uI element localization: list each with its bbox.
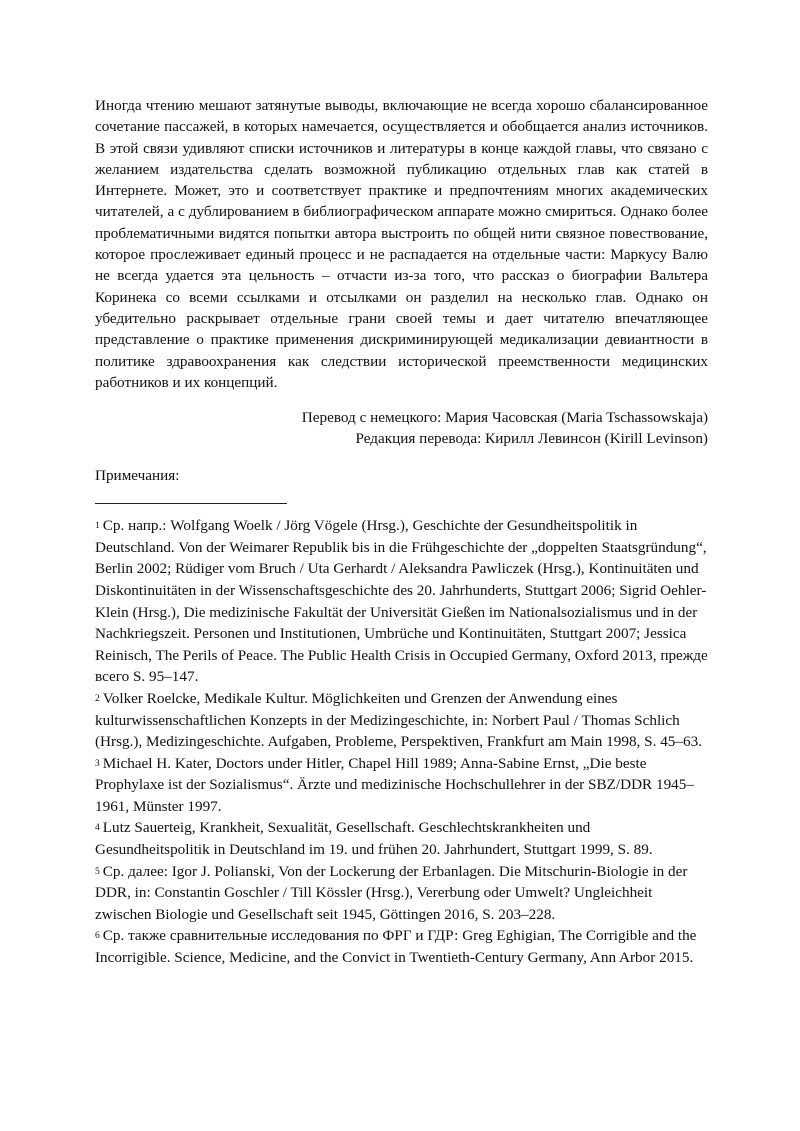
footnote-text: Lutz Sauerteig, Krankheit, Sexualität, Gesellschaft. Geschlechtskrankheiten und Gesundheitspolitik in Deutschland im 19. und frühen 20. Jahrhundert, Stuttgart 1999, S. 89.: [95, 819, 653, 859]
footnote-number: 6: [95, 931, 100, 942]
footnote-text: Volker Roelcke, Medikale Kultur. Möglichkeiten und Grenzen der Anwendung eines kulturwissenschaftlichen Konzepts in der Medizingeschichte, in: Norbert Paul / Thomas Schlich (Hrsg.), Medizingeschichte. Aufgaben, Probleme, Perspektiven, Frankfurt am Main 1998, S. 45–63.: [95, 689, 702, 751]
footnote-number: 4: [95, 823, 100, 834]
footnote-item: [95, 515, 708, 688]
footnote-number: 5: [95, 866, 100, 877]
translator-credit: Перевод с немецкого: Мария Часовская (Maria Tschassowskaja): [301, 409, 708, 427]
footnote-text: Ср. также сравнительные исследования по ФРГ и ГДР: Greg Eghigian, The Corrigible and the Incorrigible. Science, Medicine, and the Convict in Twentieth-Century Germany, Ann Arbor 2015.: [95, 927, 697, 967]
footnote-number: 1: [95, 521, 100, 532]
footnote-item: [95, 688, 708, 753]
footnote-item: [95, 817, 708, 860]
document-page: [95, 95, 708, 969]
translation-credits: [95, 407, 708, 449]
footnote-number: 3: [95, 758, 100, 769]
footnote-text: Michael H. Kater, Doctors under Hitler, Chapel Hill 1989; Anna-Sabine Ernst, „Die beste Prophylaxe ist der Sozialismus“. Ärzte und medizinische Hochschullehrer in der SBZ/DDR 1945–1961, Münster 1997.: [95, 754, 694, 815]
footnote-text: Ср. далее: Igor J. Polianski, Von der Lockerung der Erbanlagen. Die Mitschurin-Biologie in der DDR, in: Constantin Goschler / Till Kössler (Hrsg.), Vererbung oder Umwelt? Ungleichheit zwischen Biologie und Gesellschaft seit 1945, Göttingen 2016, S. 203–228.: [95, 862, 688, 923]
footnotes-list: [95, 515, 708, 968]
footnote-text: Ср. напр.: Wolfgang Woelk / Jörg Vögele (Hrsg.), Geschichte der Gesundheitspolitik in Deutschland. Von der Weimarer Republik bis in die Frühgeschichte der „doppelten Staatsgründung“, Berlin 2002; Rüdiger vom Bruch / Uta Gerhardt / Aleksandra Pawliczek (Hrsg.), Kontinuitäten und Diskontinuitäten in der Wissenschaftsgeschichte des 20. Jahrhunderts, Stuttgart 2006; Sigrid Oehler-Klein (Hrsg.), Die medizinische Fakultät der Universität Gießen im Nationalsozialismus und in der Nachkriegszeit. Personen und Institutionen, Umbrüche und Kontinuitäten, Stuttgart 2007; Jessica Reinisch, The Perils of Peace. The Public Health Crisis in Occupied Germany, Oxford 2013, прежде всего S. 95–147.: [95, 517, 708, 686]
footnote-divider: [95, 503, 287, 504]
notes-heading: Примечания:: [95, 467, 180, 485]
footnote-item: [95, 753, 708, 818]
footnote-item: [95, 861, 708, 926]
body-paragraph: Иногда чтению мешают затянутые выводы, включающие не всегда хорошо сбалансированное сочетание пассажей, в которых намечается, осуществляется и обобщается анализ источников. В этой связи удивляют списки источников и литературы в конце каждой главы, что связано с желанием издательства сделать возможной публикацию отдельных глав как статей в Интернете. Может, это и соответствует практике и предпочтениям многих академических читателей, а с дублированием в библиографическом аппарате можно смириться. Однако более проблематичными видятся попытки автора выстроить по общей нити связное повествование, которое прослеживает единый процесс и не распадается на отдельные части: Маркусу Валю не всегда удается эта цельность – отчасти из-за того, что рассказ о биографии Вальтера Коринека со всеми ссылками и отсылками он разделил на несколько глав. Однако он убедительно раскрывает отдельные грани своей темы и дает читателю впечатляющее представление о практике применения дискриминирующей медикализации девиантности в политике здравоохранения как следствии исторической преемственности медицинских работников и их концепций.: [95, 97, 708, 391]
editor-credit: Редакция перевода: Кирилл Левинсон (Kirill Levinson): [355, 430, 708, 448]
footnote-number: 2: [95, 693, 100, 704]
footnote-item: [95, 925, 708, 968]
